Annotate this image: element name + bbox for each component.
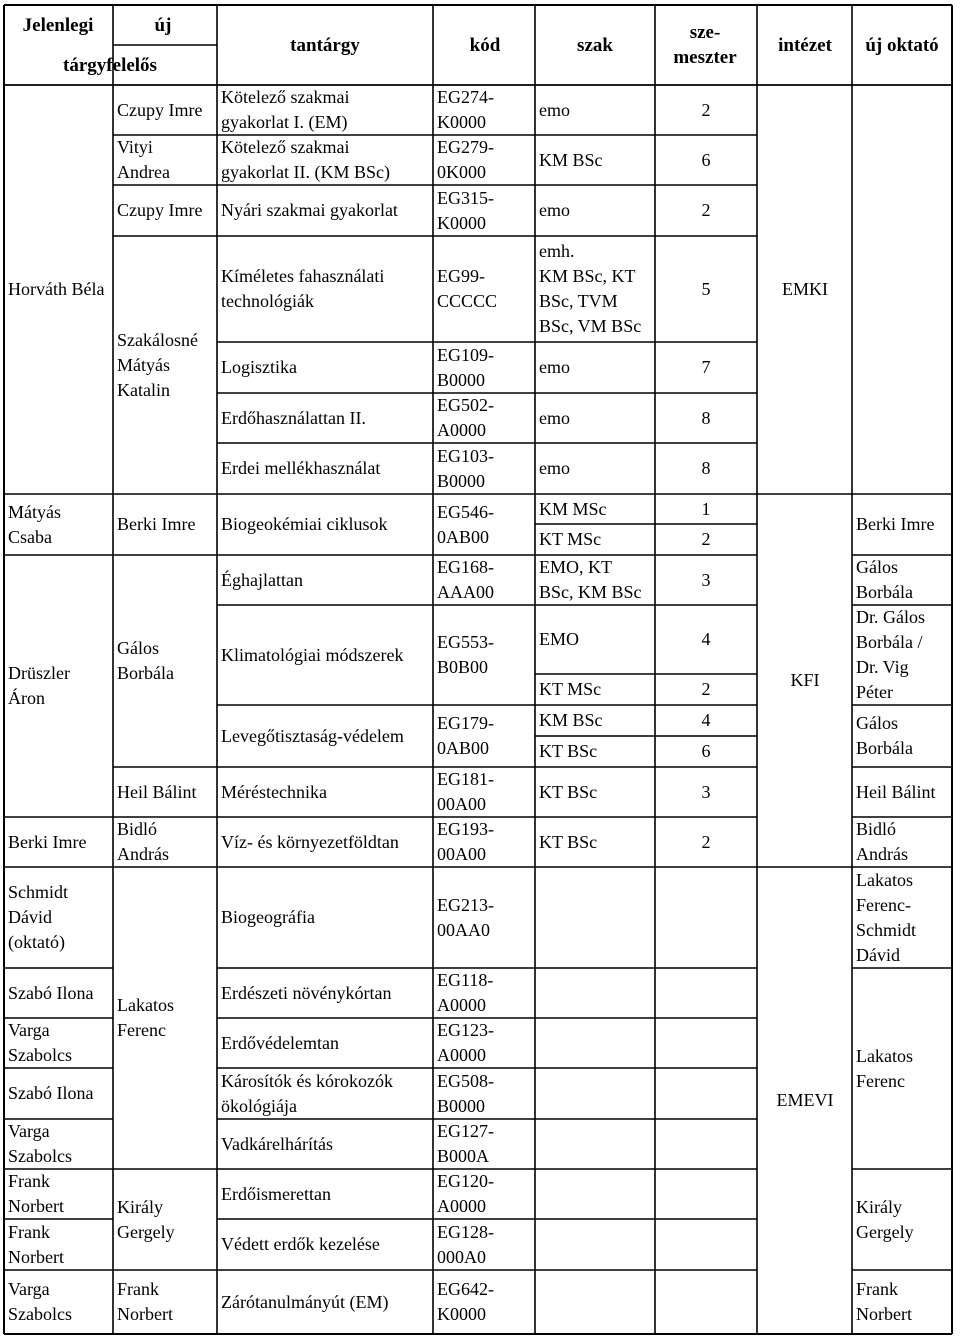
course-name: Kötelező szakmai [221,87,350,107]
course-code: EG213- [437,894,494,915]
semester: 2 [701,200,711,220]
semester: 4 [701,710,711,730]
new-instructor: Dr. Vig [856,657,909,677]
course-name: Vadkárelhárítás [221,1133,333,1154]
semester: 2 [701,99,711,120]
course-name: Kíméletes fahasználati [221,266,385,286]
current-responsible: Szabolcs [8,1304,72,1324]
header-uj: új [154,14,172,36]
new-instructor: Schmidt [856,919,917,940]
header-intezet: intézet [778,34,832,56]
course-code: 0K000 [437,162,486,182]
current-responsible: Frank [8,1171,50,1191]
new-responsible: Berki Imre [117,514,196,534]
course-name: Éghajlattan [221,569,303,590]
course-code: B0000 [437,470,486,491]
course-code: A0000 [437,1045,486,1065]
semester: 3 [701,781,711,802]
program: KT MSc [539,529,602,549]
course-name: Biogeográfia [221,907,315,927]
header-szemeszter: sze- [689,22,721,43]
new-instructor: Gálos [856,557,898,577]
header-jelenlegi: Jelenlegi [22,14,94,36]
new-responsible: Gergely [117,1221,175,1242]
new-responsible: Borbála [117,663,174,683]
semester: 8 [701,407,711,428]
course-name: ökológiája [221,1095,297,1116]
new-instructor: Dr. Gálos [856,607,925,627]
new-responsible: Mátyás [117,354,170,375]
course-code: EG179- [437,713,494,733]
new-responsible: Andrea [117,162,170,182]
current-responsible: Horváth Béla [8,279,105,299]
header-targyfelelos: tárgyfelelős [63,54,157,76]
program: emo [539,357,570,377]
semester: 5 [701,278,711,299]
header-szemeszter: meszter [673,47,737,68]
program: KT BSc [539,781,598,802]
course-code: B0000 [437,369,486,390]
program: emh. [539,241,575,261]
program: KM BSc [539,710,603,730]
semester: 1 [701,498,711,519]
new-responsible: Gálos [117,638,159,658]
header-uj-oktato: új oktató [865,34,939,56]
course-code: 000A0 [437,1246,486,1267]
current-responsible: Áron [8,688,45,708]
course-code: EG120- [437,1171,494,1191]
new-instructor: Berki Imre [856,514,935,534]
course-name: gyakorlat II. (KM BSc) [221,162,390,182]
new-instructor: Ferenc [856,1070,905,1091]
program: KM MSc [539,498,607,519]
course-code: EG508- [437,1070,494,1091]
header-kod: kód [469,34,501,56]
current-responsible: Varga [8,1121,50,1141]
institute: KFI [790,670,820,690]
course-code: K0000 [437,112,486,132]
course-code: EG274- [437,87,494,107]
new-instructor: Borbála / [856,632,923,652]
course-code: EG553- [437,632,494,652]
course-name: Levegőtisztaság-védelem [221,725,404,746]
current-responsible: Dávid [8,907,52,927]
semester: 2 [701,529,711,549]
course-code: EG193- [437,819,494,839]
course-code: 00A00 [437,844,486,864]
semester: 4 [701,629,711,649]
course-code: A0000 [437,1196,486,1216]
course-code: EG127- [437,1121,494,1141]
course-name: Erdei mellékhasználat [221,458,381,478]
new-responsible: Czupy Imre [117,200,203,220]
course-code: K0000 [437,1304,486,1324]
course-code: EG118- [437,970,494,990]
new-responsible: Norbert [117,1304,173,1324]
semester: 2 [701,679,711,699]
header-tantargy: tantárgy [290,34,360,56]
program: KM BSc [539,149,603,170]
program: BSc, VM BSc [539,316,642,336]
course-code: EG99- [437,266,485,286]
course-name: Logisztika [221,357,297,377]
course-name: Méréstechnika [221,781,327,802]
semester: 6 [701,149,711,170]
course-name: Erdővédelemtan [221,1032,339,1053]
current-responsible: Varga [8,1020,50,1040]
course-code: EG103- [437,445,494,466]
new-instructor: Péter [856,682,893,702]
course-name: Erdőhasználattan II. [221,407,366,428]
program: emo [539,407,570,428]
new-responsible: Király [117,1196,163,1217]
current-responsible: Szabó Ilona [8,982,94,1003]
program: EMO, KT [539,557,612,577]
new-responsible: Bidló [117,819,158,839]
program: emo [539,200,570,220]
new-responsible: Szakálosné [117,329,198,350]
current-responsible: Frank [8,1221,50,1242]
new-instructor: Dávid [856,944,900,965]
course-name: gyakorlat I. (EM) [221,112,348,132]
course-name: Védett erdők kezelése [221,1234,380,1254]
current-responsible: Norbert [8,1246,64,1267]
program: emo [539,458,570,478]
new-instructor: Borbála [856,738,913,758]
course-name: technológiák [221,291,314,311]
course-name: Zárótanulmányút (EM) [221,1291,389,1312]
course-name: Kötelező szakmai [221,137,350,157]
new-responsible: Frank [117,1279,159,1299]
course-code: B0000 [437,1095,486,1116]
semester: 2 [701,831,711,852]
course-name: Víz- és környezetföldtan [221,831,399,852]
course-code: EG109- [437,344,494,365]
new-instructor: Frank [856,1279,898,1299]
new-responsible: Lakatos [117,995,174,1015]
new-instructor: Lakatos [856,1045,913,1066]
new-instructor: Ferenc- [856,894,911,915]
course-code: EG315- [437,187,494,208]
program: emo [539,99,570,120]
course-name: Biogeokémiai ciklusok [221,514,388,534]
program: KT BSc [539,741,598,761]
current-responsible: Szabolcs [8,1045,72,1065]
course-name: Erdőismerettan [221,1183,331,1204]
course-code: B0B00 [437,657,489,677]
course-code: EG181- [437,769,494,789]
new-responsible: Katalin [117,379,170,400]
program: BSc, TVM [539,291,618,311]
course-code: EG168- [437,557,494,577]
new-responsible: Heil Bálint [117,781,197,802]
header-szak: szak [577,34,613,56]
course-name: Károsítók és kórokozók [221,1070,393,1091]
course-code: A0000 [437,420,486,440]
program: KT MSc [539,679,602,699]
current-responsible: Csaba [8,526,52,547]
new-instructor: Norbert [856,1304,912,1324]
current-responsible: Mátyás [8,501,61,522]
course-name: Erdészeti növénykórtan [221,982,392,1003]
course-code: B000A [437,1146,490,1166]
course-code: EG279- [437,137,494,157]
current-responsible: Berki Imre [8,831,87,852]
new-responsible: Ferenc [117,1020,166,1040]
new-instructor: Király [856,1196,902,1217]
program: KT BSc [539,831,598,852]
semester: 6 [701,741,711,761]
course-code: EG642- [437,1279,494,1299]
semester: 8 [701,458,711,478]
program: EMO [539,629,579,649]
new-responsible: Czupy Imre [117,99,203,120]
course-code: EG502- [437,395,494,415]
new-instructor: Bidló [856,819,897,839]
course-name: Nyári szakmai gyakorlat [221,200,398,220]
institute: EMEVI [776,1090,834,1110]
course-name: Klimatológiai módszerek [221,644,404,665]
current-responsible: Schmidt [8,882,69,902]
new-responsible: Vityi [117,137,153,157]
program: BSc, KM BSc [539,582,642,602]
new-instructor: Heil Bálint [856,781,936,802]
course-code: AAA00 [437,582,494,602]
course-code: 0AB00 [437,738,490,758]
program: KM BSc, KT [539,266,636,286]
course-code: A0000 [437,995,486,1015]
new-instructor: Lakatos [856,869,913,890]
course-code: 0AB00 [437,526,490,547]
new-instructor: András [856,844,908,864]
current-responsible: Szabó Ilona [8,1083,94,1103]
new-responsible: András [117,844,169,864]
current-responsible: Norbert [8,1196,64,1216]
semester: 7 [701,357,711,377]
new-instructor: Borbála [856,582,913,602]
course-code: 00AA0 [437,919,490,940]
course-code: CCCCC [437,291,498,311]
current-responsible: Varga [8,1279,50,1299]
current-responsible: (oktató) [8,932,65,952]
institute: EMKI [782,279,828,299]
new-instructor: Gálos [856,713,898,733]
current-responsible: Szabolcs [8,1146,72,1166]
course-code: 00A00 [437,794,486,814]
course-code: K0000 [437,212,486,233]
course-code: EG546- [437,501,494,522]
new-instructor: Gergely [856,1221,914,1242]
course-code: EG128- [437,1221,494,1242]
semester: 3 [701,569,711,590]
course-code: EG123- [437,1020,494,1040]
current-responsible: Drüszler [8,663,70,683]
